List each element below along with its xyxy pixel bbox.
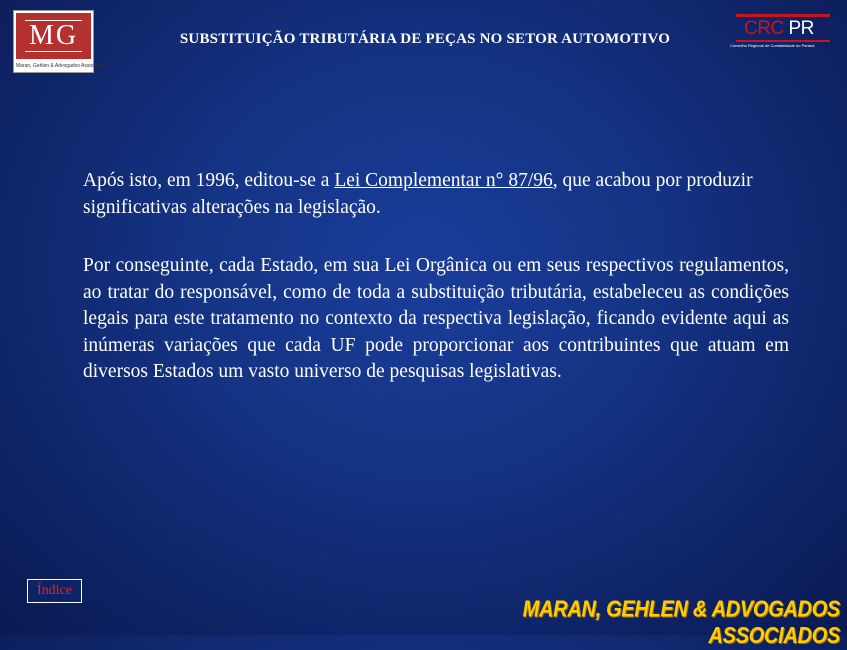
slide-title: SUBSTITUIÇÃO TRIBUTÁRIA DE PEÇAS NO SETOR AUTOMOTIVO (179, 31, 671, 47)
crc-logo-bottom-bar (736, 40, 830, 42)
slide-header (0, 0, 847, 80)
crc-pr-logo (730, 10, 835, 54)
paragraph-1-end: , que acabou por produzir significativas alterações na legislação. (83, 170, 753, 218)
lei-complementar-link[interactable]: Lei Complementar n° 87/96 (334, 170, 553, 191)
paragraph-1-start: Após isto, em 1996, editou-se a (83, 170, 335, 191)
crc-logo-crc: CRC (744, 18, 784, 39)
slide-body (83, 168, 789, 418)
firm-name-footer: MARAN, GEHLEN & ADVOGADOS ASSOCIADOS (522, 597, 840, 649)
crc-logo-top-bar (736, 14, 830, 17)
mg-logo (13, 10, 107, 73)
paragraph-2: Por conseguinte, cada Estado, em sua Lei Orgânica ou em seus respectivos regulamentos, ao tratar do responsável, como de toda a substituição tributária, estabeleceu as condições legais para este tratamento no contexto da respectiva legislação, ficando evidente aqui as inúmeras variações que cada UF pode proporcionar aos contribuintes que atuam em diversos Estados um vasto universo de pesquisas legislativas. (83, 255, 789, 382)
paragraph-1 (83, 168, 789, 221)
crc-logo-text (744, 18, 814, 40)
mg-logo-letters: MG (25, 20, 82, 52)
indice-button[interactable]: Índice (27, 579, 82, 603)
mg-logo-tagline: Maran, Gehlen & Advogados Associados (16, 63, 107, 69)
mg-logo-emblem (16, 13, 91, 59)
crc-logo-pr: PR (788, 18, 814, 39)
crc-logo-tagline: Conselho Regional de Contabilidade do Paraná (730, 43, 815, 48)
